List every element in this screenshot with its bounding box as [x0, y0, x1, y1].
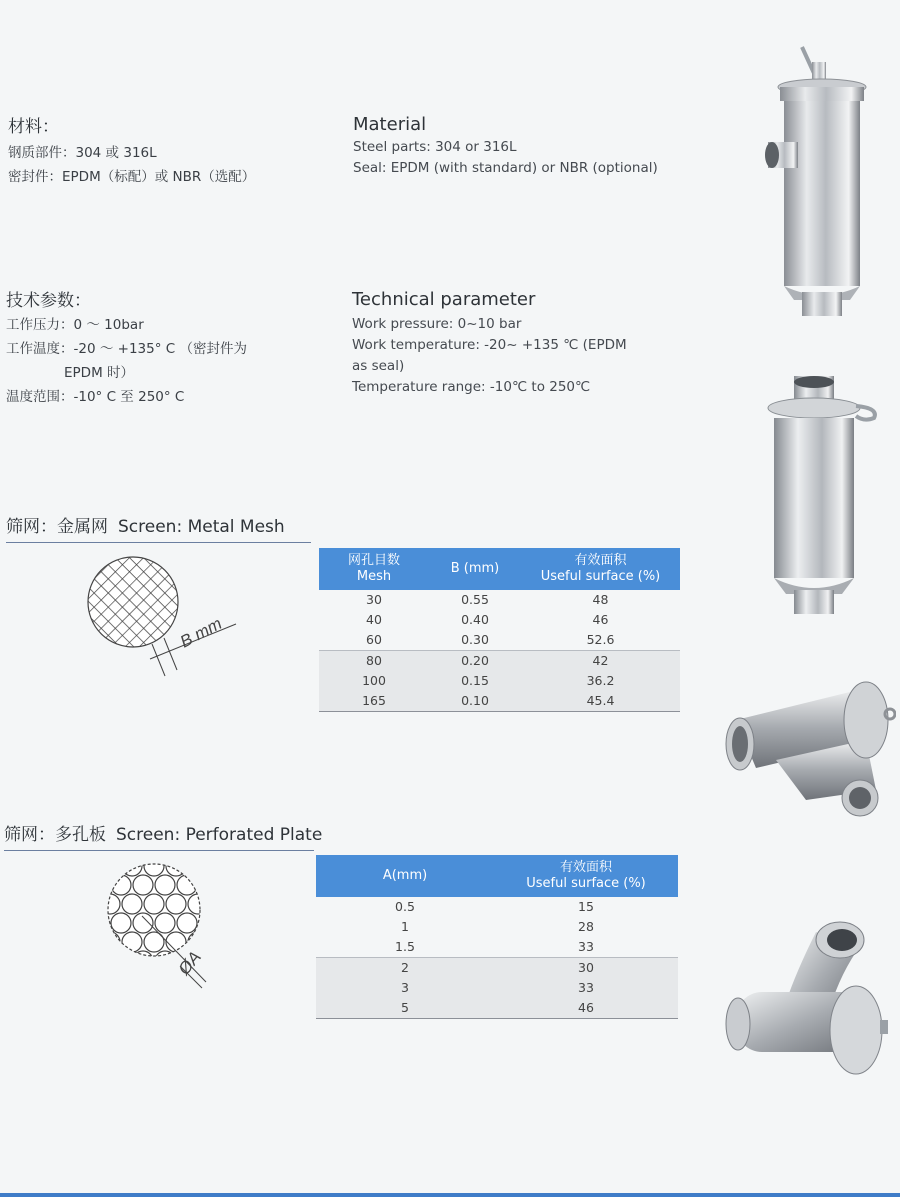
- table-row: 40 0.40 46: [366, 612, 609, 627]
- plate-header-cell: 有效面积 Useful surface (%): [494, 855, 678, 897]
- plate-diagram-label: ØA: [174, 947, 205, 979]
- strainer-photo-1: [762, 42, 872, 322]
- technical-cn-line: 工作压力：0 ～ 10bar: [6, 317, 144, 333]
- plate-heading-rule: [4, 850, 314, 851]
- technical-en-line: Work temperature: -20~ +135 ℃ (EPDM: [352, 337, 627, 353]
- plate-hole: [102, 951, 109, 971]
- plate-heading-cn: 筛网：多孔板: [4, 825, 106, 845]
- plate-section-heading: [4, 820, 322, 845]
- technical-cn-block: [6, 286, 326, 409]
- mesh-heading-en: Screen: Metal Mesh: [118, 517, 285, 537]
- material-cn-line: 钢质部件：304 或 316L: [8, 145, 157, 161]
- mesh-heading-rule: [6, 542, 311, 543]
- plate-table-header-row: [316, 855, 678, 897]
- plate-hole: [221, 951, 232, 971]
- plate-hole: [144, 970, 164, 990]
- table-row: 30 0.55 48: [366, 592, 609, 607]
- table-row: 0.5 15: [395, 899, 594, 914]
- material-cn-title: 材料：: [8, 117, 59, 137]
- plate-hole: [102, 913, 109, 933]
- table-row: 1.5 33: [316, 937, 678, 958]
- plate-hole: [199, 913, 219, 933]
- plate-hole: [102, 932, 120, 952]
- plate-heading-en: Screen: Perforated Plate: [116, 825, 323, 845]
- perforated-plate-diagram: [102, 858, 232, 996]
- table-row: 80 0.20 42: [319, 651, 680, 672]
- plate-header-cell: A(mm): [316, 855, 494, 897]
- metal-mesh-diagram: [80, 550, 250, 682]
- technical-cn-line: 工作温度：-20 ～ +135° C （密封件为: [6, 341, 247, 357]
- mesh-header-cell: B (mm): [429, 548, 521, 590]
- table-row: 60 0.30 52.6: [319, 630, 680, 651]
- material-en-line: Steel parts: 304 or 316L: [353, 139, 517, 155]
- material-en-title: Material: [353, 114, 427, 135]
- table-row: 1 28: [401, 919, 594, 934]
- bottom-accent-bar: [0, 1193, 900, 1197]
- table-row: 3 33: [316, 978, 678, 998]
- plate-hole: [102, 970, 120, 990]
- mesh-section-heading: [6, 512, 285, 537]
- plate-table: [316, 855, 678, 1019]
- plate-hole: [210, 858, 230, 876]
- technical-en-block: [352, 289, 692, 398]
- material-en-line: Seal: EPDM (with standard) or NBR (optional): [353, 160, 658, 176]
- mesh-table-header-row: [319, 548, 680, 590]
- technical-en-line: Temperature range: -10℃ to 250℃: [352, 379, 591, 395]
- mesh-diagram-label: B mm: [176, 613, 226, 652]
- material-cn-block: [8, 112, 328, 189]
- strainer-photo-2: [764, 372, 884, 617]
- mesh-header-cell: 有效面积 Useful surface (%): [521, 548, 680, 590]
- technical-cn-title: 技术参数：: [6, 291, 91, 311]
- table-row: 2 30: [316, 958, 678, 979]
- plate-hole: [221, 913, 232, 933]
- mesh-table: [319, 548, 680, 712]
- plate-hole: [210, 970, 230, 990]
- material-en-block: [353, 114, 693, 179]
- technical-en-line: as seal): [352, 358, 405, 374]
- plate-hole: [188, 858, 208, 876]
- plate-hole: [199, 875, 219, 895]
- plate-hole: [102, 875, 109, 895]
- mesh-header-cell: 网孔目数 Mesh: [319, 548, 429, 590]
- plate-hole: [102, 858, 120, 876]
- plate-hole: [122, 970, 142, 990]
- technical-cn-line: 温度范围：-10° C 至 250° C: [6, 389, 185, 405]
- technical-cn-line: EPDM 时）: [64, 365, 135, 381]
- plate-hole: [210, 932, 230, 952]
- technical-en-line: Work pressure: 0~10 bar: [352, 316, 522, 332]
- mesh-heading-cn: 筛网：金属网: [6, 517, 108, 537]
- technical-en-title: Technical parameter: [352, 289, 536, 310]
- plate-hole: [210, 894, 230, 914]
- plate-hole: [221, 875, 232, 895]
- material-cn-line: 密封件：EPDM（标配）或 NBR（选配）: [8, 169, 256, 185]
- table-row: 5 46: [316, 998, 678, 1019]
- plate-hole: [111, 951, 131, 971]
- table-row: 100 0.15 36.2: [319, 671, 680, 691]
- y-strainer-photo: [716, 680, 896, 830]
- table-row: 165 0.10 45.4: [319, 691, 680, 712]
- angle-strainer-photo: [716, 912, 894, 1084]
